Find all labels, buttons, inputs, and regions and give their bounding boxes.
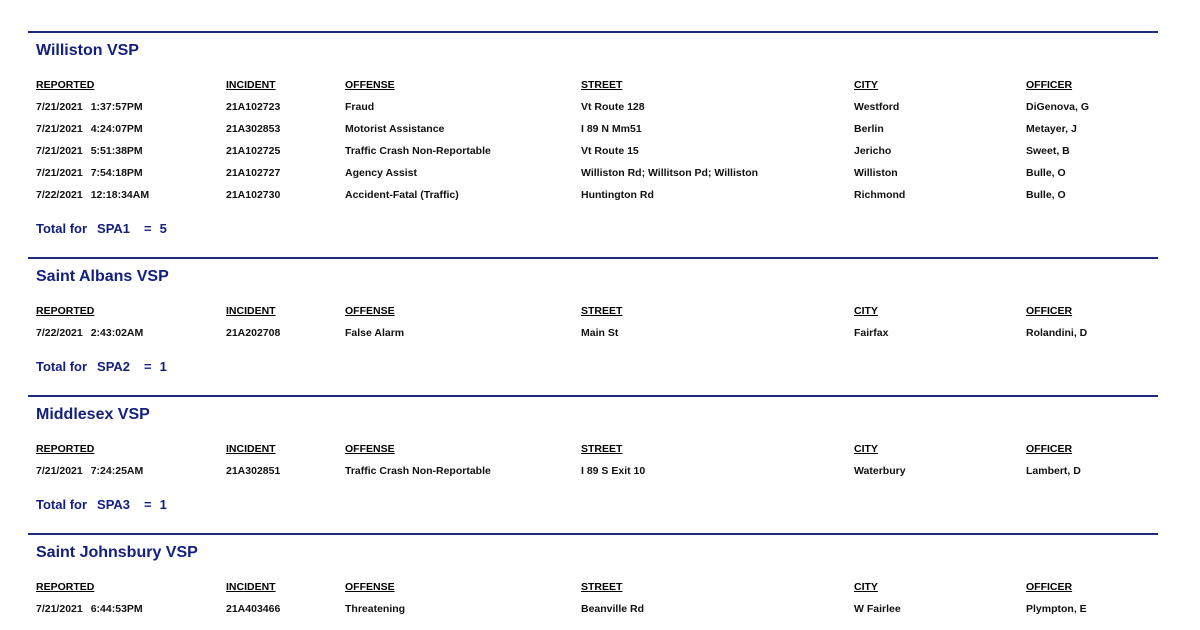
offense: Agency Assist <box>345 167 417 179</box>
col-header-reported: REPORTED <box>36 443 95 455</box>
incident-number: 21A403466 <box>226 603 281 615</box>
city: W Fairlee <box>854 603 901 615</box>
total-equals: = <box>144 359 152 374</box>
col-header-city: CITY <box>854 581 878 593</box>
col-header-city: CITY <box>854 443 878 455</box>
total-code: SPA2 <box>97 359 131 374</box>
total-count: 1 <box>159 497 167 512</box>
offense: Traffic Crash Non-Reportable <box>345 145 491 157</box>
section-divider <box>28 257 1158 259</box>
col-header-incident: INCIDENT <box>226 79 276 91</box>
city: Westford <box>854 101 900 113</box>
col-header-incident: INCIDENT <box>226 305 276 317</box>
total-count: 5 <box>159 221 167 236</box>
officer: Lambert, D <box>1026 465 1081 477</box>
total-equals: = <box>144 497 152 512</box>
reported-time: 4:24:07PM <box>90 123 143 135</box>
offense: False Alarm <box>345 327 405 339</box>
section-saint-johnsbury <box>28 533 1158 630</box>
offense: Fraud <box>345 101 375 113</box>
table-row-reported <box>36 123 143 135</box>
city: Fairfax <box>854 327 889 339</box>
street: Vt Route 15 <box>581 145 639 157</box>
reported-time: 2:43:02AM <box>90 327 144 339</box>
officer: DiGenova, G <box>1026 101 1090 113</box>
section-williston <box>28 31 1158 256</box>
total-code: SPA3 <box>97 497 131 512</box>
officer: Bulle, O <box>1026 167 1066 179</box>
street: I 89 N Mm51 <box>581 123 642 135</box>
table-row-reported <box>36 189 149 201</box>
table-row-reported <box>36 603 143 615</box>
street: Williston Rd; Willitson Pd; Williston <box>581 167 759 179</box>
reported-date: 7/21/2021 <box>36 603 83 615</box>
table-row-reported <box>36 327 143 339</box>
section-divider <box>28 31 1158 33</box>
col-header-city: CITY <box>854 305 878 317</box>
col-header-officer: OFFICER <box>1026 443 1073 455</box>
col-header-city: CITY <box>854 79 878 91</box>
col-header-offense: OFFENSE <box>345 443 395 455</box>
total-equals: = <box>144 221 152 236</box>
section-title: Saint Johnsbury VSP <box>36 544 198 561</box>
section-total <box>36 221 167 236</box>
city: Jericho <box>854 145 892 157</box>
col-header-reported: REPORTED <box>36 581 95 593</box>
table-row-reported <box>36 465 143 477</box>
reported-date: 7/21/2021 <box>36 465 83 477</box>
reported-date: 7/21/2021 <box>36 123 83 135</box>
city: Richmond <box>854 189 906 201</box>
reported-date: 7/21/2021 <box>36 167 83 179</box>
col-header-officer: OFFICER <box>1026 581 1073 593</box>
offense: Motorist Assistance <box>345 123 445 135</box>
col-header-reported: REPORTED <box>36 79 95 91</box>
reported-time: 7:54:18PM <box>90 167 143 179</box>
reported-time: 1:37:57PM <box>90 101 143 113</box>
officer: Plympton, E <box>1026 603 1087 615</box>
reported-date: 7/21/2021 <box>36 145 83 157</box>
incident-number: 21A102723 <box>226 101 281 113</box>
section-title: Williston VSP <box>36 42 139 59</box>
reported-time: 7:24:25AM <box>90 465 144 477</box>
col-header-incident: INCIDENT <box>226 581 276 593</box>
col-header-incident: INCIDENT <box>226 443 276 455</box>
reported-date: 7/21/2021 <box>36 101 83 113</box>
incident-number: 21A302853 <box>226 123 281 135</box>
col-header-offense: OFFENSE <box>345 581 395 593</box>
section-divider <box>28 533 1158 535</box>
incident-number: 21A102727 <box>226 167 281 179</box>
reported-time: 6:44:53PM <box>90 603 143 615</box>
incident-number: 21A102730 <box>226 189 281 201</box>
street: Vt Route 128 <box>581 101 645 113</box>
total-label: Total for <box>36 359 88 374</box>
col-header-street: STREET <box>581 79 623 91</box>
col-header-reported: REPORTED <box>36 305 95 317</box>
street: Beanville Rd <box>581 603 645 615</box>
total-label: Total for <box>36 221 88 236</box>
section-total <box>36 497 167 512</box>
table-row-reported <box>36 101 143 113</box>
city: Berlin <box>854 123 884 135</box>
officer: Metayer, J <box>1026 123 1077 135</box>
col-header-offense: OFFENSE <box>345 305 395 317</box>
incident-number: 21A302851 <box>226 465 281 477</box>
reported-time: 5:51:38PM <box>90 145 143 157</box>
col-header-officer: OFFICER <box>1026 79 1073 91</box>
section-total <box>36 359 167 374</box>
officer: Rolandini, D <box>1026 327 1088 339</box>
col-header-street: STREET <box>581 581 623 593</box>
city: Waterbury <box>854 465 906 477</box>
table-row-reported <box>36 167 143 179</box>
total-count: 1 <box>159 359 167 374</box>
offense: Accident-Fatal (Traffic) <box>345 189 459 201</box>
section-divider <box>28 395 1158 397</box>
street: Huntington Rd <box>581 189 654 201</box>
offense: Threatening <box>345 603 406 615</box>
section-title: Saint Albans VSP <box>36 268 169 285</box>
street: I 89 S Exit 10 <box>581 465 646 477</box>
offense: Traffic Crash Non-Reportable <box>345 465 491 477</box>
col-header-officer: OFFICER <box>1026 305 1073 317</box>
city: Williston <box>854 167 898 179</box>
total-code: SPA1 <box>97 221 131 236</box>
reported-date: 7/22/2021 <box>36 327 83 339</box>
officer: Sweet, B <box>1026 145 1070 157</box>
section-title: Middlesex VSP <box>36 406 150 423</box>
section-middlesex <box>28 395 1158 532</box>
section-saint-albans <box>28 257 1158 394</box>
col-header-street: STREET <box>581 305 623 317</box>
reported-time: 12:18:34AM <box>90 189 150 201</box>
col-header-street: STREET <box>581 443 623 455</box>
street: Main St <box>581 327 619 339</box>
incident-number: 21A202708 <box>226 327 281 339</box>
officer: Bulle, O <box>1026 189 1066 201</box>
col-header-offense: OFFENSE <box>345 79 395 91</box>
incident-number: 21A102725 <box>226 145 281 157</box>
total-label: Total for <box>36 497 88 512</box>
table-row-reported <box>36 145 143 157</box>
reported-date: 7/22/2021 <box>36 189 83 201</box>
